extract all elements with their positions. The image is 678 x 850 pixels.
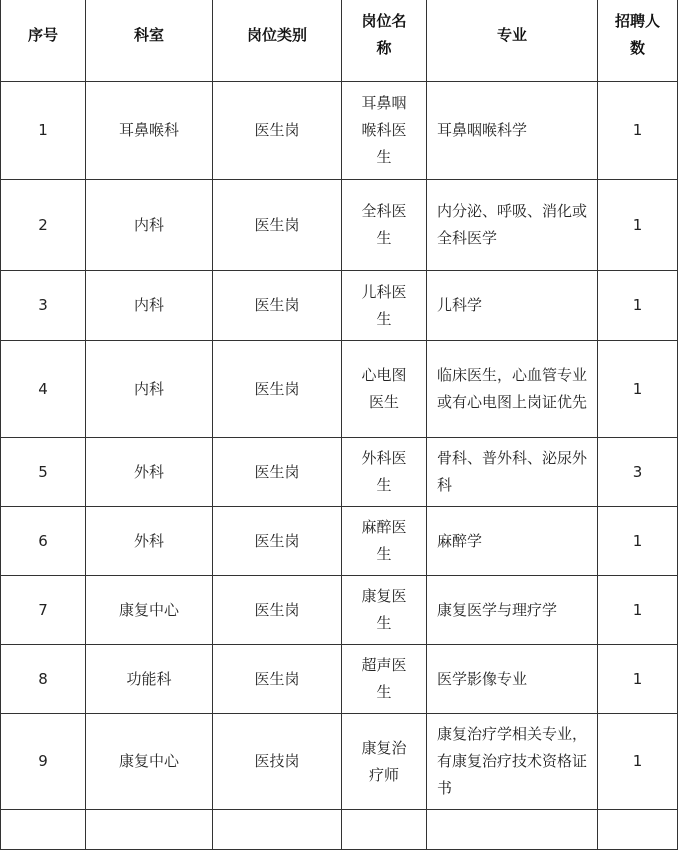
- header-seq: 序号: [1, 0, 86, 82]
- cell-seq: 5: [1, 438, 86, 507]
- cell-major: 麻醉学: [427, 507, 598, 576]
- cell-seq: 4: [1, 341, 86, 438]
- cell-position: 超声医生: [342, 645, 427, 714]
- cell-count: 1: [598, 714, 678, 810]
- header-category: 岗位类别: [213, 0, 342, 82]
- cell-category: 医生岗: [213, 576, 342, 645]
- cell-seq: 1: [1, 82, 86, 180]
- cell-major: 耳鼻咽喉科学: [427, 82, 598, 180]
- cell-dept: 内科: [86, 271, 213, 341]
- cell-category: 医生岗: [213, 271, 342, 341]
- table-row: [1, 438, 678, 507]
- cell-major: 内分泌、呼吸、消化或全科医学: [427, 180, 598, 271]
- cell-major: 医学影像专业: [427, 645, 598, 714]
- table-row: [1, 341, 678, 438]
- cell-major: 儿科学: [427, 271, 598, 341]
- cell-dept: 耳鼻喉科: [86, 82, 213, 180]
- cell-count: 1: [598, 271, 678, 341]
- cell-dept: 外科: [86, 507, 213, 576]
- header-major: 专业: [427, 0, 598, 82]
- cell-seq: 7: [1, 576, 86, 645]
- cell-category: 医生岗: [213, 438, 342, 507]
- cell-category: 医技岗: [213, 714, 342, 810]
- cell-category: 医生岗: [213, 341, 342, 438]
- cell-major: 临床医生，心血管专业或有心电图上岗证优先: [427, 341, 598, 438]
- table-row: [1, 271, 678, 341]
- cell-seq: 3: [1, 271, 86, 341]
- cell-count: 1: [598, 645, 678, 714]
- cell-position: 麻醉医生: [342, 507, 427, 576]
- cell-position: 儿科医生: [342, 271, 427, 341]
- cell-position: 全科医生: [342, 180, 427, 271]
- cell-category: 医生岗: [213, 645, 342, 714]
- cell-seq: 6: [1, 507, 86, 576]
- cell-major: 骨科、普外科、泌尿外科: [427, 438, 598, 507]
- cell-dept: 功能科: [86, 645, 213, 714]
- cell-seq: 8: [1, 645, 86, 714]
- cell-category: 医生岗: [213, 180, 342, 271]
- cell-dept: 外科: [86, 438, 213, 507]
- table-row: [1, 576, 678, 645]
- header-count: 招聘人数: [598, 0, 678, 82]
- table-row: [1, 645, 678, 714]
- header-position: 岗位名称: [342, 0, 427, 82]
- table-row: [1, 714, 678, 810]
- table-row-partial: [1, 810, 678, 850]
- cell-category: 医生岗: [213, 82, 342, 180]
- cell-major: 康复医学与理疗学: [427, 576, 598, 645]
- cell-position: 耳鼻咽喉科医生: [342, 82, 427, 180]
- header-dept: 科室: [86, 0, 213, 82]
- cell-seq: 9: [1, 714, 86, 810]
- cell-count: 1: [598, 341, 678, 438]
- cell-dept: 内科: [86, 180, 213, 271]
- cell-count: 1: [598, 180, 678, 271]
- cell-seq: 2: [1, 180, 86, 271]
- cell-position: 康复治疗师: [342, 714, 427, 810]
- cell-count: 1: [598, 82, 678, 180]
- cell-position: 心电图医生: [342, 341, 427, 438]
- table-row: [1, 82, 678, 180]
- cell-dept: 康复中心: [86, 714, 213, 810]
- table-row: [1, 180, 678, 271]
- cell-position: 外科医生: [342, 438, 427, 507]
- cell-category: 医生岗: [213, 507, 342, 576]
- cell-count: 3: [598, 438, 678, 507]
- table-row: [1, 507, 678, 576]
- cell-major: 康复治疗学相关专业，有康复治疗技术资格证书: [427, 714, 598, 810]
- cell-count: 1: [598, 507, 678, 576]
- cell-count: 1: [598, 576, 678, 645]
- cell-position: 康复医生: [342, 576, 427, 645]
- header-row: [1, 0, 678, 82]
- cell-dept: 内科: [86, 341, 213, 438]
- cell-dept: 康复中心: [86, 576, 213, 645]
